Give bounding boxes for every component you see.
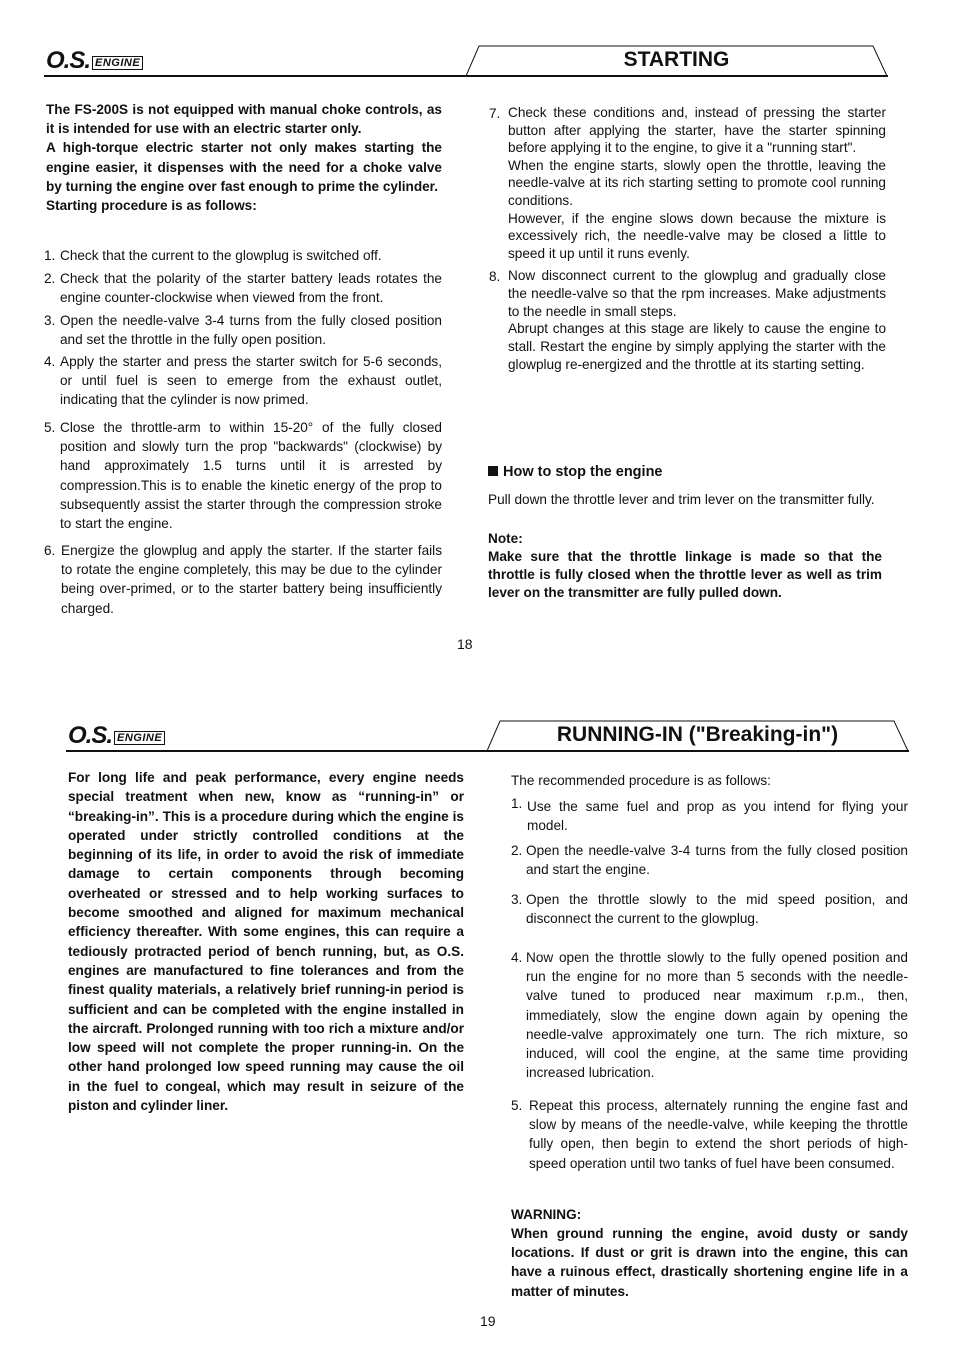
page-title: STARTING	[623, 48, 730, 71]
item-paragraph: Abrupt changes at this stage are likely to cause the engine to stall. Restart the engine by simply applying the starter with the glowplug re-energized and the throttle at its starting setting.	[508, 321, 886, 372]
item-text: Open the needle-valve 3-4 turns from the fully closed position and set the throttle in the fully open position.	[60, 313, 442, 348]
header-rule	[44, 75, 888, 77]
intro-text: For long life and peak performance, every engine needs special treatment when new, know as “running-in” or “breaking-in”. This is a procedure during which the engine is operated under strictly controlled conditions at the beginning of its life, in order to avoid the risk of immediate damage to certain components through becoming overheated or stressed and to help working surfaces to become smoothed and aligned for maximum mechanical efficiency thereafter. With some engines, this can require a tediously protracted period of bench running, but, as O.S. engines are manufactured to fine tolerances and from the finest quality materials, a relatively brief running-in period is sufficient and can be completed with the engine installed in the aircraft. Prolonged running with too rich a mixture and/or low speed will not complete the proper running-in. On the other hand prolonged low speed running may cause the oil in the fuel to congeal, which may result in seizure of the piston and cylinder liner.	[68, 770, 464, 1114]
os-engine-logo	[68, 722, 165, 750]
logo-engine-text: ENGINE	[92, 56, 143, 70]
note-label: Note:	[488, 531, 523, 546]
intro-paragraph: Starting procedure is as follows:	[46, 198, 257, 214]
list-item	[489, 104, 886, 264]
item-text: Apply the starter and press the starter switch for 5-6 seconds, or until fuel is seen to emerge from the exhaust outlet, indicating that the cylinder is now primed.	[60, 354, 442, 408]
item-number: 2.	[511, 843, 523, 858]
procedure-intro: The recommended procedure is as follows:	[511, 773, 771, 788]
item-number: 5.	[511, 1098, 523, 1113]
item-number: 8.	[489, 269, 501, 284]
section-title-tab	[465, 45, 888, 75]
item-text: Check that the current to the glowplug is switched off.	[60, 248, 382, 263]
list-item	[44, 541, 442, 621]
item-text: Open the needle-valve 3-4 turns from the fully closed position and start the engine.	[526, 843, 908, 878]
page-number: 19	[480, 1313, 496, 1329]
item-number: 5.	[44, 420, 56, 435]
list-item	[44, 418, 442, 536]
stop-heading-text: How to stop the engine	[503, 464, 663, 480]
item-number: 6.	[44, 543, 56, 558]
item-text	[508, 104, 886, 262]
list-item	[44, 269, 442, 309]
item-number: 1.	[44, 248, 56, 263]
item-paragraph: However, if the engine slows down because the mixture is excessively rich, the needle-valve may be closed a little to speed it up until it runs evenly.	[508, 210, 886, 261]
logo-os-text: O.S.	[68, 722, 113, 749]
list-item	[511, 948, 908, 1084]
item-number: 3.	[511, 892, 523, 907]
section-title-tab	[486, 720, 909, 750]
item-number: 4.	[511, 950, 523, 965]
page-number: 18	[457, 636, 473, 652]
item-text: Energize the glowplug and apply the starter. If the starter fails to rotate the engine completely, this may be due to the cylinder being over-primed, or to the starter battery being insufficiently charged.	[61, 543, 442, 616]
item-number: 4.	[44, 354, 56, 369]
item-text: Check that the polarity of the starter battery leads rotates the engine counter-clockwise when viewed from the front.	[60, 271, 442, 306]
item-text: Repeat this process, alternately running the engine fast and slow by means of the needle-valve, while keeping the throttle fully open, then begin to extend the short periods of high-speed operation until two tanks of fuel have been consumed.	[529, 1098, 908, 1171]
page-title: RUNNING-IN ("Breaking-in")	[556, 723, 839, 746]
item-text	[508, 267, 886, 374]
item-number: 7.	[489, 106, 501, 121]
item-text: Close the throttle-arm to within 15-20° of the fully closed position and slowly turn the prop "backwards" (clockwise) by hand approximately 1.5 turns until it is arrested by compression.This is to enable the kinetic energy of the prop to subsequently assist the starter through the compression stroke to start the engine.	[60, 420, 442, 532]
note-text: Make sure that the throttle linkage is made so that the throttle is fully closed when the throttle lever as well as trim lever on the transmitter are fully pulled down.	[488, 549, 882, 601]
item-text: Open the throttle slowly to the mid speed position, and disconnect the current to the glowplug.	[526, 892, 908, 927]
item-paragraph: Check these conditions and, instead of pressing the starter button after applying the starter, have the starter spinning before applying it to the engine, to give it a "running start".	[508, 105, 886, 156]
warning-label: WARNING:	[511, 1207, 582, 1222]
item-paragraph: When the engine starts, slowly open the throttle, leaving the needle-valve at its rich starting setting to promote cool running conditions.	[508, 157, 886, 208]
item-number: 3.	[44, 313, 56, 328]
list-item	[44, 311, 442, 351]
list-item	[511, 1096, 908, 1194]
list-item	[511, 797, 908, 837]
item-paragraph: Now disconnect current to the glowplug and gradually close the needle-valve so that the rpm increases. Make adjustments to the needle in small steps.	[508, 268, 886, 319]
stop-text: Pull down the throttle lever and trim lever on the transmitter fully.	[488, 492, 875, 507]
intro-text	[46, 100, 442, 215]
header-rule	[66, 750, 909, 752]
intro-paragraph: The FS-200S is not equipped with manual choke controls, as it is intended for use with an electric starter only.	[46, 102, 442, 137]
square-bullet-icon	[488, 466, 498, 476]
list-item	[489, 267, 886, 397]
item-number: 2.	[44, 271, 56, 286]
list-item	[44, 352, 442, 412]
logo-os-text: O.S.	[46, 47, 91, 74]
item-text: Use the same fuel and prop as you intend for flying your model.	[527, 799, 908, 834]
stop-heading	[488, 463, 886, 482]
warning-text: When ground running the engine, avoid dusty or sandy locations. If dust or grit is drawn into the engine, this can have a ruinous effect, drastically shortening engine life in a matter of minutes.	[511, 1226, 908, 1299]
list-item	[511, 841, 908, 881]
os-engine-logo	[46, 47, 143, 75]
item-text: Now open the throttle slowly to the fully opened position and run the engine for no more than 5 seconds with the needle-valve tuned to produced near maximum r.p.m., then, immediately, slow the engine down again by opening the needle-valve approximately one turn. The rich mixture, so induced, will cool the engine, at the same time providing increased lubrication.	[526, 950, 908, 1081]
list-item	[44, 246, 442, 266]
item-number: 1.	[511, 796, 523, 811]
intro-paragraph: A high-torque electric starter not only makes starting the engine easier, it dispenses with the need for a choke valve by turning the engine over fast enough to prime the cylinder.	[46, 140, 442, 194]
logo-engine-text: ENGINE	[114, 731, 165, 745]
list-item	[511, 890, 908, 930]
